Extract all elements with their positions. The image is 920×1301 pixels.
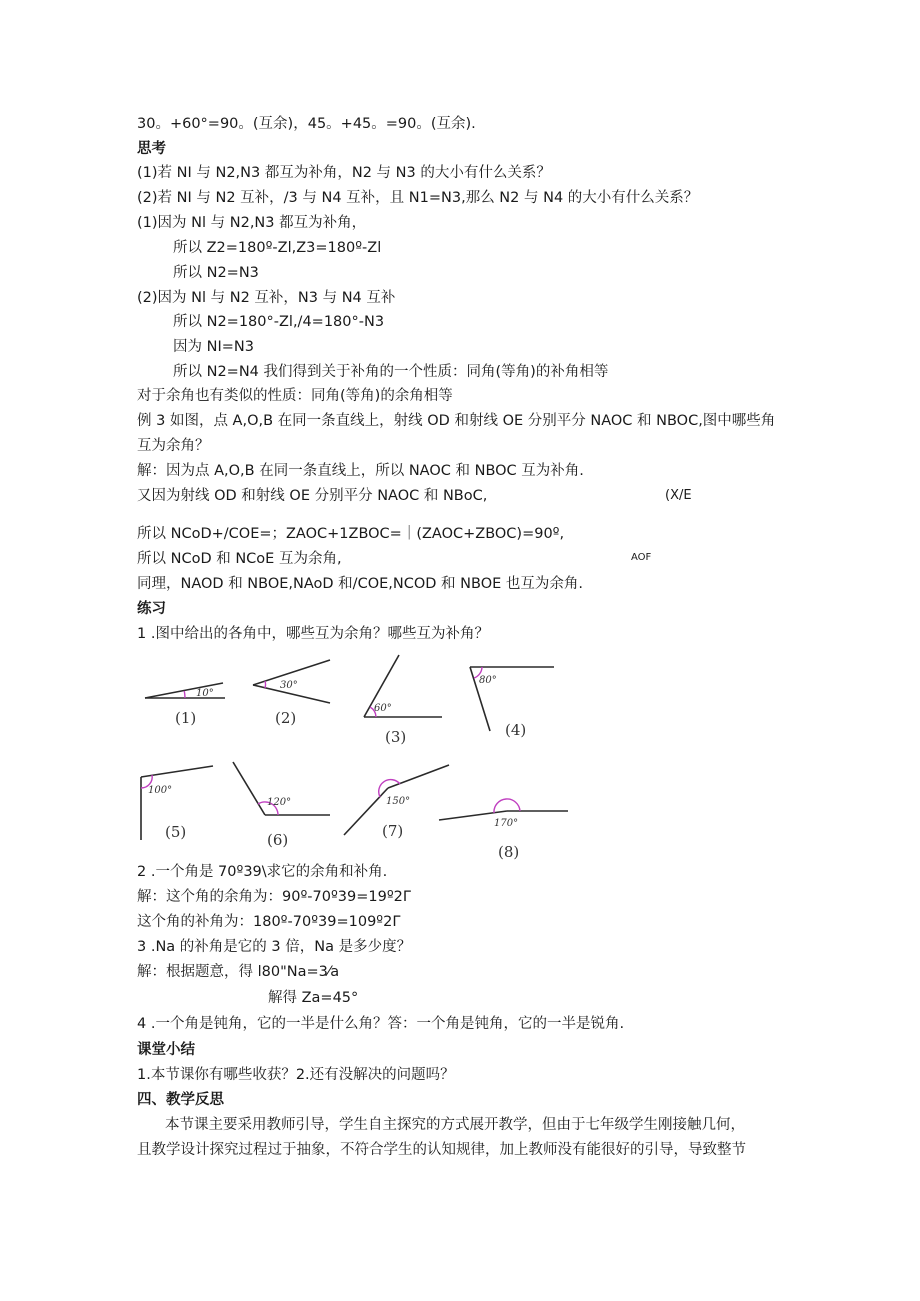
practice-3-answer-1: 解：根据题意，得 l80"Na=3⁄a [137,964,340,980]
practice-4: 4 .一个角是钝角，它的一半是什么角？答：一个角是钝角，它的一半是锐角. [137,1016,625,1032]
text-line-16: 又因为射线 OD 和射线 OE 分别平分 NAOC 和 NBoC, [137,488,488,504]
fig2-label: (2) [275,709,297,727]
heading-summary: 课堂小结 [137,1042,195,1058]
text-line-8: (2)因为 Nl 与 N2 互补，N3 与 N4 互补 [137,290,396,306]
heading-thinking: 思考 [137,141,166,157]
example-3-line-1: 例 3 如图，点 A,O,B 在同一条直线上，射线 OD 和射线 OE 分别平分 NAOC 和 NBOC,图中哪些角 [137,413,776,429]
fig8-angle-value: 170° [494,818,519,829]
fig1-angle-arc [184,691,185,698]
fig1-label: (1) [175,709,197,727]
fig4-angle-value: 80° [479,675,497,686]
angle-figures [130,645,580,870]
text-line-5: (1)因为 Nl 与 N2,N3 都互为补角， [137,215,367,231]
practice-3: 3 .Na 的补角是它的 3 倍，Na 是多少度？ [137,939,412,955]
text-line-1: 30。+60°=90。(互余)，45。+45。=90。(互余). [137,116,476,132]
text-line-7: 所以 N2=N3 [173,265,259,281]
practice-3-answer-2: 解得 Za=45° [268,990,359,1006]
heading-reflection: 四、教学反思 [137,1092,224,1108]
text-line-19: 同理，NAOD 和 NBOE,NAoD 和/COE,NCOD 和 NBOE 也互为余角. [137,576,583,592]
reflection-line-2: 且教学设计探究过程过于抽象，不符合学生的认知规律，加上教师没有能很好的引导，导致整节 [137,1142,746,1158]
text-line-12: 对于余角也有类似的性质：同角(等角)的余角相等 [137,388,453,404]
fig8-label: (8) [498,843,520,861]
text-line-17: 所以 NCoD+/COE=；ZAOC+1ZBOC=｜(ZAOC+ZBOC)=90º, [137,526,565,542]
figure-mark-xe: (X/E [665,488,692,503]
fig1-angle-value: 10° [196,688,214,699]
reflection-line-1: 本节课主要采用教师引导，学生自主探究的方式展开教学，但由于七年级学生刚接触几何， [165,1117,745,1133]
summary-text: 1.本节课你有哪些收获？2.还有没解决的问题吗？ [137,1067,455,1083]
fig3-label: (3) [385,728,407,746]
practice-1: 1 .图中给出的各角中，哪些互为余角？哪些互为补角？ [137,626,489,642]
fig5-angle-value: 100° [148,785,173,796]
fig3-angle-value: 60° [374,703,392,714]
fig6-ray-b [233,762,265,815]
example-3-line-2: 互为余角？ [137,438,210,454]
text-line-4: (2)若 NI 与 N2 互补，/3 与 N4 互补，且 N1=N3,那么 N2 与 N4 的大小有什么关系？ [137,190,699,206]
text-line-10: 因为 NI=N3 [173,339,254,355]
practice-2-answer-2: 这个角的补角为：180º-70º39=109º2Γ [137,914,401,930]
fig7-angle-value: 150° [386,796,411,807]
figure-mark-aof: AOF [631,552,652,563]
text-line-18: 所以 NCoD 和 NCoE 互为余角, [137,551,342,567]
practice-2: 2 .一个角是 70º39\求它的余角和补角. [137,864,388,880]
text-line-9: 所以 N2=180°-Zl,/4=180°-N3 [173,314,385,330]
fig7-label: (7) [382,822,404,840]
text-line-3: (1)若 NI 与 N2,N3 都互为补角，N2 与 N3 的大小有什么关系？ [137,165,551,181]
fig6-angle-value: 120° [267,797,292,808]
text-line-15: 解：因为点 A,O,B 在同一条直线上，所以 NAOC 和 NBOC 互为补角. [137,463,584,479]
text-line-11: 所以 N2=N4 我们得到关于补角的一个性质：同角(等角)的补角相等 [173,364,609,380]
fig2-angle-arc [265,681,266,688]
fig6-label: (6) [267,831,289,849]
heading-practice: 练习 [137,601,166,617]
fig7-ray-a [388,765,449,788]
text-line-6: 所以 Z2=180º-Zl,Z3=180º-Zl [173,240,382,256]
fig5-label: (5) [165,823,187,841]
fig4-label: (4) [505,721,527,739]
practice-2-answer-1: 解：这个角的余角为：90º-70º39=19º2Γ [137,889,411,905]
fig2-angle-value: 30° [280,680,298,691]
